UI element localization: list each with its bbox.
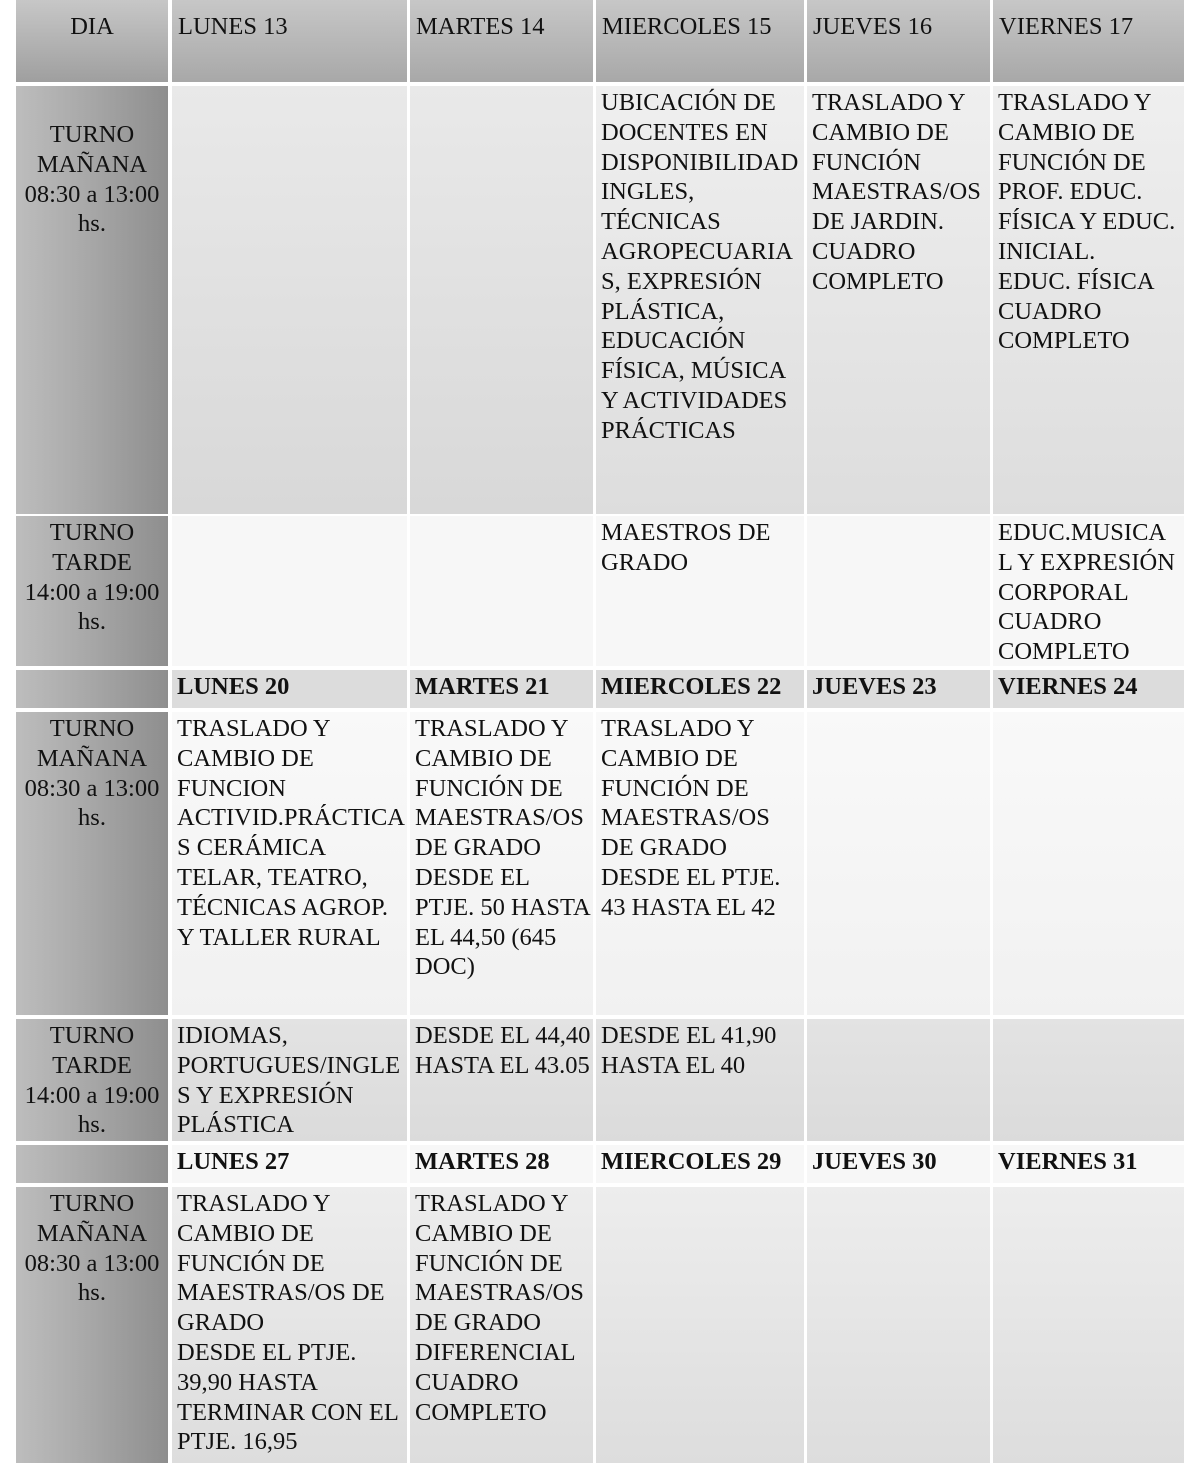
header-dia: DIA bbox=[16, 0, 168, 82]
week3-day-4: JUEVES 30 bbox=[807, 1145, 990, 1183]
schedule-cell bbox=[172, 86, 407, 514]
turno-tarde-label: TURNO TARDE 14:00 a 19:00 hs. bbox=[16, 1019, 168, 1141]
schedule-cell: TRASLADO Y CAMBIO DE FUNCIÓN DE MAESTRAS/OS DE GRADO DESDE EL PTJE. 43 HASTA EL 42 bbox=[596, 712, 804, 1015]
header-day-1: LUNES 13 bbox=[172, 0, 407, 82]
schedule-cell: MAESTROS DE GRADO bbox=[596, 516, 804, 666]
schedule-cell bbox=[807, 1019, 990, 1141]
week2-day-4: JUEVES 23 bbox=[807, 670, 990, 708]
schedule-cell: DESDE EL 44,40 HASTA EL 43.05 bbox=[410, 1019, 593, 1141]
week2-day-1: LUNES 20 bbox=[172, 670, 407, 708]
header-day-3: MIERCOLES 15 bbox=[596, 0, 804, 82]
header-day-4: JUEVES 16 bbox=[807, 0, 990, 82]
schedule-cell bbox=[807, 712, 990, 1015]
schedule-cell bbox=[993, 1019, 1184, 1141]
turno-manana-label: TURNO MAÑANA 08:30 a 13:00 hs. bbox=[16, 86, 168, 514]
schedule-cell bbox=[807, 516, 990, 666]
schedule-cell bbox=[410, 516, 593, 666]
schedule-cell: EDUC.MUSICA L Y EXPRESIÓN CORPORAL CUADRO COMPLETO bbox=[993, 516, 1184, 666]
header-day-5: VIERNES 17 bbox=[993, 0, 1184, 82]
schedule-cell bbox=[596, 1187, 804, 1463]
schedule-cell: TRASLADO Y CAMBIO DE FUNCIÓN DE MAESTRAS/OS DE GRADO DESDE EL PTJE. 39,90 HASTA TERMINAR CON EL PTJE. 16,95 bbox=[172, 1187, 407, 1463]
week2-day-3: MIERCOLES 22 bbox=[596, 670, 804, 708]
week2-day-5: VIERNES 24 bbox=[993, 670, 1184, 708]
schedule-cell bbox=[172, 516, 407, 666]
week2-day-2: MARTES 21 bbox=[410, 670, 593, 708]
schedule-cell bbox=[807, 1187, 990, 1463]
schedule-cell: TRASLADO Y CAMBIO DE FUNCIÓN DE PROF. EDUC. FÍSICA Y EDUC. INICIAL. EDUC. FÍSICA CUADRO COMPLETO bbox=[993, 86, 1184, 514]
schedule-cell bbox=[993, 712, 1184, 1015]
schedule-cell: TRASLADO Y CAMBIO DE FUNCION ACTIVID.PRÁCTICA S CERÁMICA TELAR, TEATRO, TÉCNICAS AGROP. Y TALLER RURAL bbox=[172, 712, 407, 1015]
week3-day-2: MARTES 28 bbox=[410, 1145, 593, 1183]
schedule-cell bbox=[410, 86, 593, 514]
schedule-cell: TRASLADO Y CAMBIO DE FUNCIÓN MAESTRAS/OS DE JARDIN. CUADRO COMPLETO bbox=[807, 86, 990, 514]
week3-day-5: VIERNES 31 bbox=[993, 1145, 1184, 1183]
turno-tarde-label: TURNO TARDE 14:00 a 19:00 hs. bbox=[16, 516, 168, 666]
turno-manana-label: TURNO MAÑANA 08:30 a 13:00 hs. bbox=[16, 712, 168, 1015]
week-separator bbox=[16, 1145, 168, 1183]
week3-day-3: MIERCOLES 29 bbox=[596, 1145, 804, 1183]
week3-day-1: LUNES 27 bbox=[172, 1145, 407, 1183]
header-day-2: MARTES 14 bbox=[410, 0, 593, 82]
turno-manana-label: TURNO MAÑANA 08:30 a 13:00 hs. bbox=[16, 1187, 168, 1463]
schedule-cell: UBICACIÓN DE DOCENTES EN DISPONIBILIDAD INGLES, TÉCNICAS AGROPECUARIA S, EXPRESIÓN PLÁSTICA, EDUCACIÓN FÍSICA, MÚSICA Y ACTIVIDADES PRÁCTICAS bbox=[596, 86, 804, 514]
schedule-cell: TRASLADO Y CAMBIO DE FUNCIÓN DE MAESTRAS/OS DE GRADO DESDE EL PTJE. 50 HASTA EL 44,50 (645 DOC) bbox=[410, 712, 593, 1015]
schedule-cell: DESDE EL 41,90 HASTA EL 40 bbox=[596, 1019, 804, 1141]
week-separator bbox=[16, 670, 168, 708]
schedule-cell: IDIOMAS, PORTUGUES/INGLE S Y EXPRESIÓN PLÁSTICA bbox=[172, 1019, 407, 1141]
schedule-cell bbox=[993, 1187, 1184, 1463]
schedule-cell: TRASLADO Y CAMBIO DE FUNCIÓN DE MAESTRAS/OS DE GRADO DIFERENCIAL CUADRO COMPLETO bbox=[410, 1187, 593, 1463]
